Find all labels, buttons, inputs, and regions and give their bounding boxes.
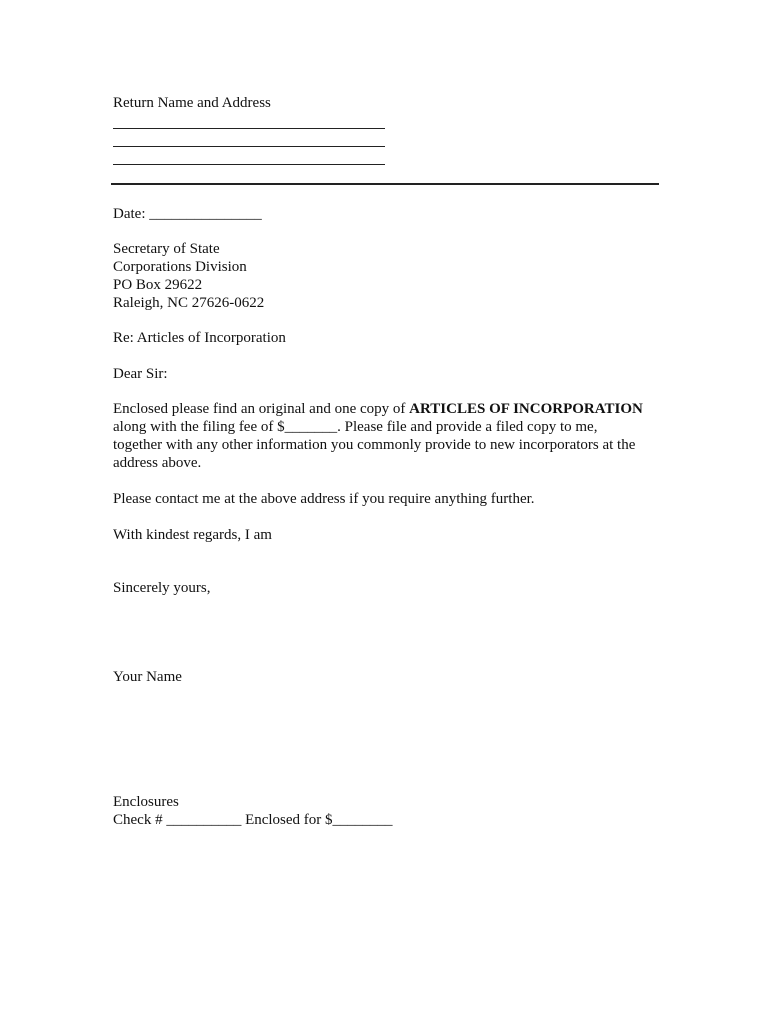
document-title-bold: ARTICLES OF INCORPORATION — [409, 401, 643, 417]
recipient-line: PO Box 29622 — [113, 277, 203, 293]
recipient-line: Corporations Division — [113, 259, 247, 275]
body-line: together with any other information you commonly provide to new incorporators at the — [113, 437, 636, 453]
body-paragraph-2: Please contact me at the above address if you require anything further. — [113, 491, 535, 507]
header-divider — [111, 183, 659, 185]
body-paragraph-3: With kindest regards, I am — [113, 527, 272, 543]
recipient-address — [113, 240, 264, 312]
signature-name: Your Name — [113, 669, 182, 685]
body-line: address above. — [113, 455, 202, 471]
body-line: along with the filing fee of $_______. Please file and provide a filed copy to me, — [113, 419, 598, 435]
body-line — [113, 400, 643, 418]
recipient-line: Secretary of State — [113, 241, 220, 257]
closing: Sincerely yours, — [113, 580, 211, 596]
body-text: Enclosed please find an original and one copy of — [113, 401, 410, 417]
recipient-line: Raleigh, NC 27626-0622 — [113, 295, 265, 311]
return-address-line-2 — [113, 146, 385, 147]
enclosures-heading: Enclosures — [113, 794, 179, 810]
body-paragraph-1 — [113, 400, 643, 472]
return-address-heading: Return Name and Address — [113, 95, 271, 111]
check-line: Check # __________ Enclosed for $________ — [113, 812, 393, 828]
subject-line: Re: Articles of Incorporation — [113, 330, 286, 346]
enclosures-block — [113, 793, 393, 829]
return-address-line-3 — [113, 164, 385, 165]
return-address-line-1 — [113, 128, 385, 129]
salutation: Dear Sir: — [113, 366, 168, 382]
date-line: Date: _______________ — [113, 206, 262, 222]
